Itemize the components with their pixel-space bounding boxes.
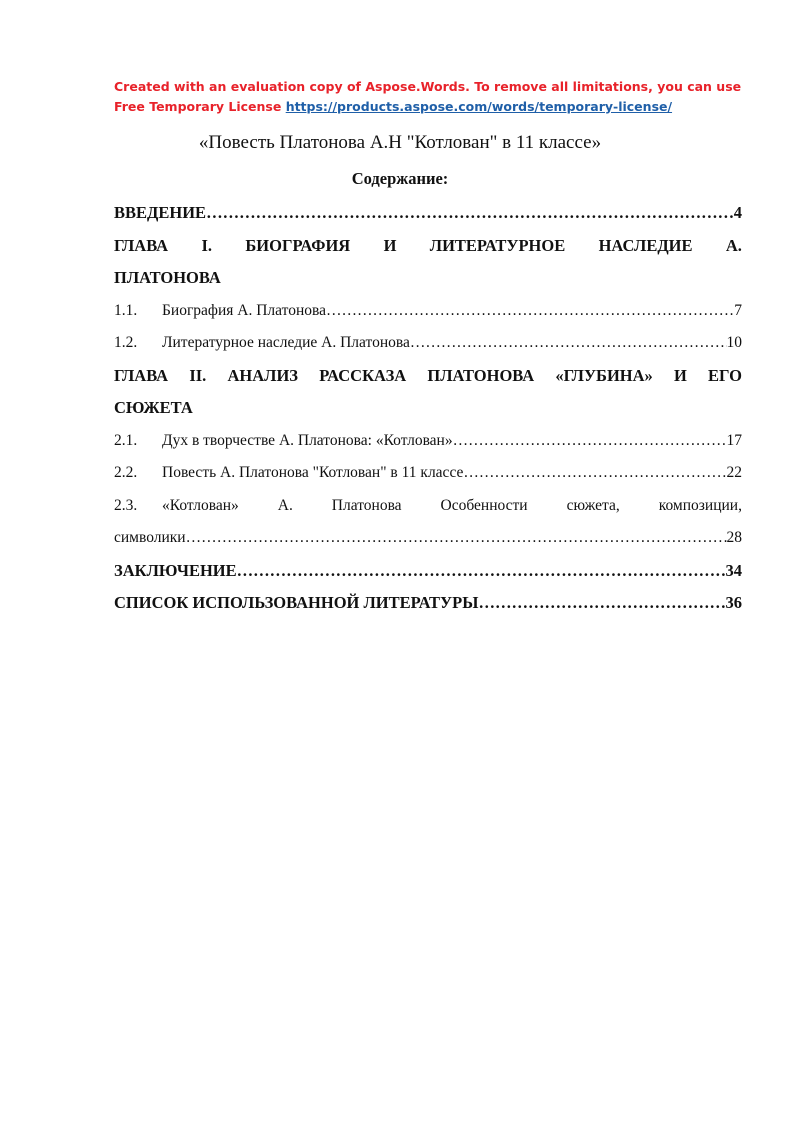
toc-entry-chapter1-line2[interactable] (114, 262, 742, 295)
evaluation-notice-line2 (114, 97, 754, 117)
toc-entry-text: Повесть А. Платонова "Котлован" в 11 классе (162, 464, 464, 481)
dot-leader (186, 522, 727, 555)
toc-page-number: 34 (725, 560, 742, 580)
toc-entry-text: СЮЖЕТА (114, 398, 193, 417)
toc-page-number: 28 (726, 529, 742, 546)
toc-entry-1-2[interactable] (114, 327, 742, 360)
temporary-license-link[interactable]: https://products.aspose.com/words/temporary-license/ (285, 99, 673, 114)
toc-entry-2-3-line2[interactable] (114, 522, 742, 555)
toc-entry-2-1[interactable] (114, 425, 742, 458)
document-title: «Повесть Платонова А.Н "Котлован" в 11 классе» (198, 132, 602, 153)
evaluation-notice-license-label: Free Temporary License (114, 99, 286, 114)
dot-leader (453, 425, 727, 458)
toc-word: И (383, 235, 397, 255)
toc-word: сюжета, (566, 496, 620, 514)
toc-word: ЛИТЕРАТУРНОЕ (429, 235, 566, 255)
dot-leader (410, 327, 727, 360)
toc-page-number: 4 (733, 203, 742, 222)
toc-entry-chapter1-words (114, 230, 742, 263)
toc-page-number: 7 (734, 301, 742, 319)
toc-word: БИОГРАФИЯ (245, 235, 351, 255)
toc-word: Особенности (440, 496, 528, 514)
toc-word: И (674, 365, 687, 385)
toc-entry-2-3-words (162, 490, 742, 523)
toc-word: «ГЛУБИНА» (555, 365, 653, 385)
toc-word: I. (201, 235, 213, 255)
toc-entry-text: ПЛАТОНОВА (114, 268, 221, 287)
toc-entry-text: Литературное наследие А. Платонова (162, 334, 410, 351)
toc-entry-text: СПИСОК ИСПОЛЬЗОВАННОЙ ЛИТЕРАТУРЫ (114, 593, 479, 612)
toc-entry-1-1[interactable] (114, 295, 742, 328)
toc-section-number: 2.1. (114, 431, 138, 449)
toc-page-number: 10 (726, 334, 742, 351)
toc-section-number: 1.2. (114, 334, 138, 351)
toc-entry-chapter2-words (114, 360, 742, 393)
toc-section-number: 1.1. (114, 301, 138, 319)
toc-word: композиции, (658, 496, 742, 514)
toc-page-number: 22 (726, 464, 742, 481)
toc-word: РАССКАЗА (319, 365, 407, 385)
toc-word: Платонова (331, 496, 402, 514)
toc-word: ЕГО (708, 365, 742, 385)
toc-entry-text: Дух в творчестве А. Платонова: «Котлован» (162, 431, 453, 449)
toc-entry-text: символики (114, 529, 186, 546)
toc-entry-text: ЗАКЛЮЧЕНИЕ (114, 560, 237, 580)
toc-entry-chapter2-line2[interactable] (114, 392, 742, 425)
dot-leader (326, 295, 734, 328)
dot-leader (206, 197, 734, 230)
dot-leader (463, 457, 726, 490)
evaluation-notice-line1: Created with an evaluation copy of Aspose.Words. To remove all limitations, you can use (114, 79, 742, 94)
toc-word: II. (189, 365, 207, 385)
toc-section-number: 2.2. (114, 464, 138, 481)
toc-entry-2-3-line1[interactable] (114, 490, 742, 523)
toc-word: «Котлован» (162, 496, 239, 514)
toc-entry-conclusion[interactable] (114, 555, 742, 588)
dot-leader (237, 555, 726, 588)
toc-word: ПЛАТОНОВА (427, 365, 535, 385)
evaluation-notice (114, 77, 754, 117)
toc-page-number: 17 (726, 431, 742, 449)
toc-word: А. (725, 235, 742, 255)
toc-section-number: 2.3. (114, 496, 138, 514)
toc-word: А. (277, 496, 293, 514)
toc-word: НАСЛЕДИЕ (598, 235, 693, 255)
toc-entry-text: ВВЕДЕНИЕ (114, 203, 207, 222)
toc-entry-chapter1-line1[interactable] (114, 230, 742, 263)
toc-entry-text: Биография А. Платонова (162, 301, 326, 319)
toc-word: ГЛАВА (114, 365, 169, 385)
toc-heading: Содержание: (351, 169, 449, 188)
toc-word: ГЛАВА (114, 235, 169, 255)
toc-entry-introduction[interactable] (114, 197, 742, 230)
dot-leader (478, 587, 725, 620)
toc-entry-references[interactable] (114, 587, 742, 620)
toc-entry-2-2[interactable] (114, 457, 742, 490)
toc-word: АНАЛИЗ (227, 365, 298, 385)
toc-entry-chapter2-line1[interactable] (114, 360, 742, 393)
toc-page-number: 36 (725, 593, 742, 612)
table-of-contents (114, 197, 742, 620)
